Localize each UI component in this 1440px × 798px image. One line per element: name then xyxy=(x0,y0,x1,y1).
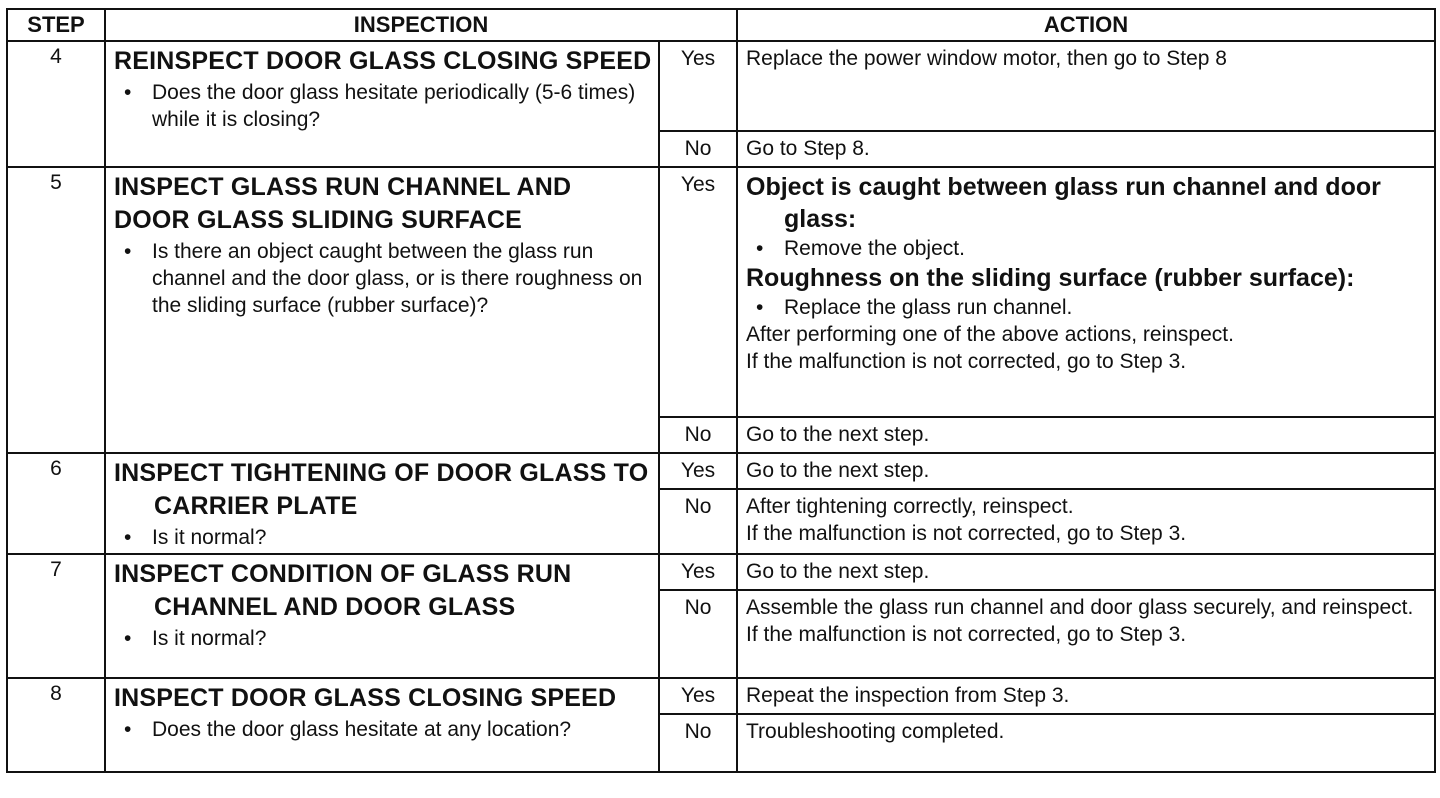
no-label: No xyxy=(659,417,737,453)
inspection-cell xyxy=(105,41,659,167)
header-row xyxy=(7,9,1435,41)
action-note: After performing one of the above actions, reinspect. xyxy=(746,323,1234,346)
case-bullet: • Remove the object. xyxy=(746,235,1428,262)
no-label: No xyxy=(659,590,737,678)
inspection-question: • Does the door glass hesitate periodically (5-6 times) while it is closing? xyxy=(114,79,652,133)
inspection-title: INSPECT CONDITION OF GLASS RUN CHANNEL AND DOOR GLASS xyxy=(114,560,572,621)
inspection-question: • Is it normal? xyxy=(114,524,652,551)
no-label: No xyxy=(659,489,737,554)
table-row xyxy=(7,167,1435,417)
table-row xyxy=(7,678,1435,714)
no-label: No xyxy=(659,131,737,167)
header-action: ACTION xyxy=(737,9,1435,41)
inspection-question: • Is it normal? xyxy=(114,625,652,652)
inspection-cell xyxy=(105,453,659,554)
case-title: Roughness on the sliding surface (rubber surface): xyxy=(746,264,1355,292)
action-line: Assemble the glass run channel and door glass securely, and reinspect. xyxy=(746,596,1414,619)
case-bullet: • Replace the glass run channel. xyxy=(746,294,1428,321)
no-action: Troubleshooting completed. xyxy=(737,714,1435,772)
inspection-cell xyxy=(105,554,659,678)
troubleshooting-table xyxy=(6,8,1436,773)
table-row xyxy=(7,453,1435,489)
yes-label: Yes xyxy=(659,678,737,714)
inspection-title: INSPECT GLASS RUN CHANNEL AND DOOR GLASS SLIDING SURFACE xyxy=(114,173,572,234)
no-action xyxy=(737,489,1435,554)
yes-action: Replace the power window motor, then go to Step 8 xyxy=(737,41,1435,131)
inspection-cell xyxy=(105,167,659,453)
no-action: Go to Step 8. xyxy=(737,131,1435,167)
step-number: 7 xyxy=(7,554,105,678)
case-title: Object is caught between glass run channel and door glass: xyxy=(746,173,1381,233)
no-action: Go to the next step. xyxy=(737,417,1435,453)
header-inspection: INSPECTION xyxy=(105,9,737,41)
inspection-question: • Does the door glass hesitate at any location? xyxy=(114,716,652,743)
action-line: If the malfunction is not corrected, go to Step 3. xyxy=(746,623,1187,646)
yes-label: Yes xyxy=(659,554,737,590)
no-action xyxy=(737,590,1435,678)
action-line: After tightening correctly, reinspect. xyxy=(746,495,1074,519)
yes-action xyxy=(737,167,1435,417)
header-step: STEP xyxy=(7,9,105,41)
yes-action: Go to the next step. xyxy=(737,453,1435,489)
yes-label: Yes xyxy=(659,41,737,131)
yes-action: Repeat the inspection from Step 3. xyxy=(737,678,1435,714)
inspection-question: • Is there an object caught between the glass run channel and the door glass, or is there roughness on the sliding surface (rubber surface)? xyxy=(114,238,652,319)
yes-label: Yes xyxy=(659,453,737,489)
inspection-title: INSPECT DOOR GLASS CLOSING SPEED xyxy=(114,684,617,712)
no-label: No xyxy=(659,714,737,772)
step-number: 5 xyxy=(7,167,105,453)
step-number: 4 xyxy=(7,41,105,167)
step-number: 6 xyxy=(7,453,105,554)
table-row xyxy=(7,554,1435,590)
inspection-cell xyxy=(105,678,659,772)
action-line: If the malfunction is not corrected, go to Step 3. xyxy=(746,522,1187,546)
action-note: If the malfunction is not corrected, go to Step 3. xyxy=(746,350,1187,373)
step-number: 8 xyxy=(7,678,105,772)
table-row xyxy=(7,41,1435,131)
yes-label: Yes xyxy=(659,167,737,417)
inspection-title: INSPECT TIGHTENING OF DOOR GLASS TO CARRIER PLATE xyxy=(114,459,649,520)
yes-action: Go to the next step. xyxy=(737,554,1435,590)
inspection-title: REINSPECT DOOR GLASS CLOSING SPEED xyxy=(114,47,652,75)
